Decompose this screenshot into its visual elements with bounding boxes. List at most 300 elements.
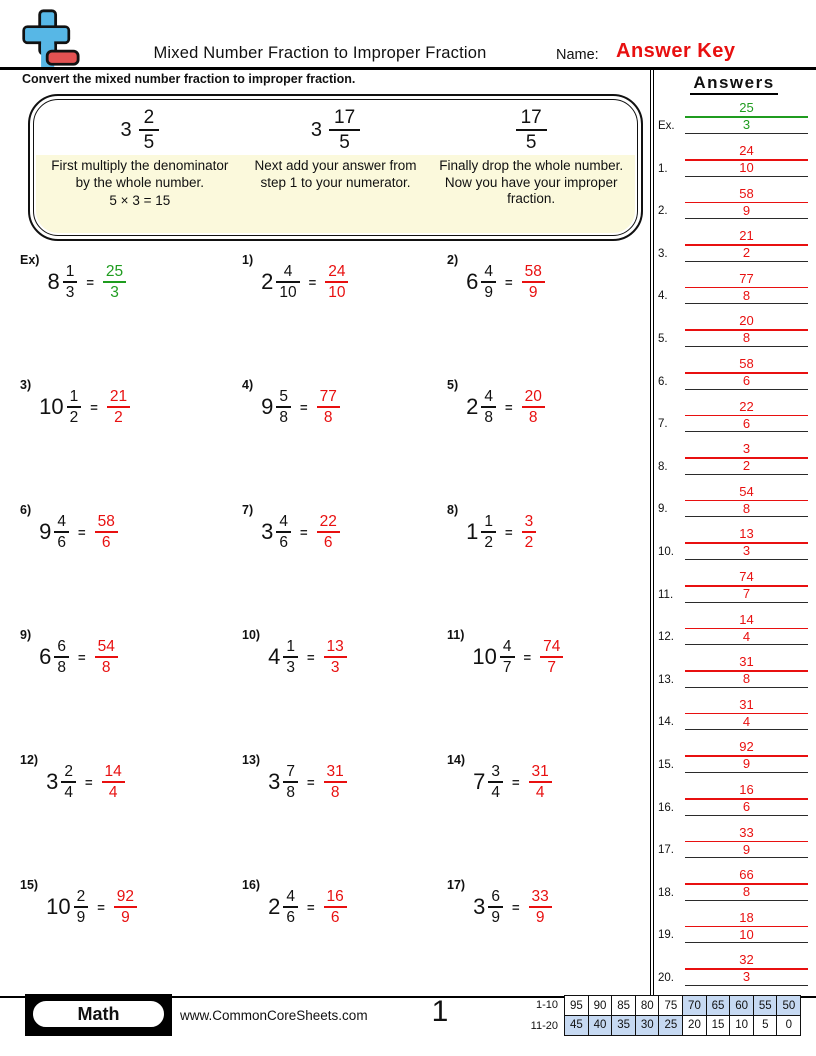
score-cell: 45 bbox=[564, 1015, 589, 1036]
whole-number: 3 bbox=[268, 769, 281, 794]
problem-number: 1) bbox=[242, 253, 254, 267]
equals-sign: = bbox=[86, 274, 94, 290]
score-cell: 5 bbox=[753, 1015, 778, 1036]
problem-number: 6) bbox=[20, 503, 32, 517]
fraction-denominator: 2 bbox=[484, 533, 493, 551]
fraction bbox=[685, 953, 808, 985]
fraction bbox=[685, 101, 808, 133]
answer-number: 3. bbox=[658, 247, 668, 260]
whole-number: 3 bbox=[120, 118, 132, 141]
fraction-numerator: 3 bbox=[742, 441, 751, 457]
fraction-numerator: 2 bbox=[64, 762, 73, 780]
whole-number: 2 bbox=[466, 394, 479, 419]
answer-row-20 bbox=[658, 943, 810, 986]
fraction-numerator: 22 bbox=[319, 512, 337, 530]
fraction-denominator: 10 bbox=[279, 283, 297, 301]
fraction-denominator: 9 bbox=[742, 841, 751, 857]
fraction-numerator: 1 bbox=[484, 512, 493, 530]
whole-number: 9 bbox=[39, 519, 52, 544]
equals-sign: = bbox=[78, 649, 86, 665]
fraction-numerator: 18 bbox=[739, 909, 754, 925]
equals-sign: = bbox=[97, 899, 105, 915]
fraction-numerator: 77 bbox=[319, 387, 337, 405]
score-cell: 15 bbox=[706, 1015, 731, 1036]
whole-number: 3 bbox=[46, 769, 59, 794]
fraction-bar bbox=[540, 656, 563, 658]
fraction-numerator: 31 bbox=[531, 762, 549, 780]
fraction-denominator: 9 bbox=[528, 283, 538, 301]
fraction-numerator: 6 bbox=[57, 637, 66, 655]
answer-row-8 bbox=[658, 432, 810, 475]
answer-number: 12. bbox=[658, 631, 674, 644]
fraction bbox=[481, 513, 496, 551]
fraction bbox=[685, 272, 808, 304]
fraction bbox=[139, 107, 160, 153]
fraction-numerator: 31 bbox=[739, 696, 754, 712]
fraction-numerator: 32 bbox=[739, 952, 754, 968]
fraction-denominator: 8 bbox=[101, 658, 111, 676]
fraction-denominator: 8 bbox=[742, 884, 751, 900]
fraction-bar bbox=[522, 531, 537, 533]
fraction-bar bbox=[283, 781, 298, 783]
score-cell: 70 bbox=[682, 995, 707, 1016]
equals-sign: = bbox=[523, 649, 532, 665]
fraction-numerator: 54 bbox=[739, 483, 754, 499]
fraction-numerator: 20 bbox=[524, 387, 542, 405]
answer-row-14 bbox=[658, 687, 810, 730]
fraction-numerator: 24 bbox=[328, 262, 346, 280]
fraction-numerator: 4 bbox=[283, 262, 293, 280]
answer-number: 6. bbox=[658, 375, 668, 388]
score-cell: 40 bbox=[588, 1015, 613, 1036]
whole-number: 6 bbox=[466, 269, 479, 294]
fraction-numerator: 2 bbox=[143, 106, 155, 128]
fraction bbox=[685, 613, 808, 645]
fraction bbox=[685, 144, 808, 176]
example-box-inner-border bbox=[33, 99, 638, 236]
fraction-denominator: 3 bbox=[286, 658, 295, 676]
answer-row-10 bbox=[658, 517, 810, 560]
fraction bbox=[114, 888, 137, 926]
equals-sign: = bbox=[306, 649, 315, 665]
fraction bbox=[317, 513, 340, 551]
fraction-numerator: 74 bbox=[739, 568, 754, 584]
answer-row-17 bbox=[658, 815, 810, 858]
score-cell: 90 bbox=[588, 995, 613, 1016]
answer-number: 14. bbox=[658, 716, 674, 729]
fraction-denominator: 9 bbox=[535, 908, 545, 926]
minus-icon bbox=[47, 51, 78, 64]
plus-fill bbox=[25, 28, 67, 41]
fraction bbox=[67, 388, 82, 426]
fraction-bar bbox=[74, 906, 89, 908]
fraction-denominator: 8 bbox=[279, 408, 288, 426]
fraction-numerator: 33 bbox=[531, 887, 549, 905]
fraction-denominator: 6 bbox=[101, 533, 111, 551]
fraction-numerator: 31 bbox=[739, 654, 754, 670]
fraction bbox=[685, 442, 808, 474]
problem-ex bbox=[20, 253, 235, 311]
whole-number: 8 bbox=[47, 269, 60, 294]
problem-number: 5) bbox=[447, 378, 459, 392]
equals-sign: = bbox=[306, 774, 315, 790]
fraction bbox=[516, 107, 547, 153]
fraction bbox=[540, 638, 563, 676]
answer-number: 20. bbox=[658, 972, 674, 984]
fraction bbox=[685, 229, 808, 261]
fraction bbox=[276, 388, 291, 426]
fraction-numerator: 3 bbox=[491, 762, 500, 780]
answer-row-7 bbox=[658, 389, 810, 432]
answer-number: 4. bbox=[658, 290, 668, 303]
whole-number: 6 bbox=[39, 644, 52, 669]
answer-number: 11. bbox=[658, 588, 674, 601]
score-range-label: 1-10 bbox=[535, 999, 558, 1011]
fraction-denominator: 6 bbox=[286, 908, 295, 926]
score-cell: 30 bbox=[635, 1015, 660, 1036]
fraction bbox=[522, 388, 545, 426]
fraction-denominator: 2 bbox=[742, 458, 751, 474]
fraction-bar bbox=[61, 781, 76, 783]
problem-number: 13) bbox=[242, 753, 261, 767]
fraction-bar bbox=[317, 406, 340, 408]
answer-row-4 bbox=[658, 261, 810, 304]
fraction bbox=[685, 655, 808, 687]
equals-sign: = bbox=[300, 399, 308, 415]
fraction bbox=[685, 826, 808, 858]
fraction bbox=[103, 263, 126, 301]
fraction bbox=[685, 314, 808, 346]
fraction-denominator: 3 bbox=[742, 117, 751, 133]
whole-number: 2 bbox=[268, 894, 281, 919]
fraction-bar bbox=[500, 656, 515, 658]
fraction-bar bbox=[95, 656, 118, 658]
fraction-denominator: 7 bbox=[547, 658, 557, 676]
problem-number: Ex) bbox=[20, 253, 40, 267]
plus-minus-logo-icon bbox=[20, 8, 80, 68]
answer-row-15 bbox=[658, 730, 810, 773]
fraction bbox=[324, 888, 347, 926]
fraction-bar bbox=[529, 781, 552, 783]
fraction bbox=[685, 570, 808, 602]
score-cell: 65 bbox=[706, 995, 731, 1016]
equals-sign: = bbox=[90, 399, 98, 415]
fraction-bar bbox=[529, 906, 552, 908]
equals-sign: = bbox=[505, 399, 513, 415]
fraction-denominator: 4 bbox=[491, 783, 500, 801]
fraction-denominator: 9 bbox=[76, 908, 86, 926]
problem-8 bbox=[447, 503, 662, 561]
answer-number: 17. bbox=[658, 844, 674, 857]
fraction-numerator: 92 bbox=[116, 887, 135, 905]
fraction-denominator: 5 bbox=[339, 131, 350, 153]
answer-number: 16. bbox=[658, 801, 674, 814]
fraction-denominator: 5 bbox=[143, 131, 155, 153]
answer-row-9 bbox=[658, 474, 810, 517]
fraction-denominator: 2 bbox=[69, 408, 79, 426]
problem-10 bbox=[242, 628, 457, 686]
answer-number: 2. bbox=[658, 205, 668, 218]
fraction-bar bbox=[102, 781, 125, 783]
fraction-numerator: 20 bbox=[739, 313, 754, 329]
score-range-label: 11-20 bbox=[530, 1020, 558, 1032]
whole-number: 4 bbox=[268, 644, 281, 669]
example-step-text: Finally drop the whole number. Now you have your improper fraction. bbox=[439, 158, 624, 207]
fraction-denominator: 8 bbox=[484, 408, 493, 426]
fraction bbox=[276, 513, 291, 551]
fraction-bar bbox=[324, 656, 347, 658]
problem-3 bbox=[20, 378, 235, 436]
problem-number: 17) bbox=[447, 878, 466, 892]
fraction-denominator: 4 bbox=[535, 783, 545, 801]
answer-number: 10. bbox=[658, 546, 674, 558]
example-step-subtext: 5 × 3 = 15 bbox=[109, 193, 171, 209]
fraction-denominator: 9 bbox=[742, 756, 751, 772]
answer-number: 7. bbox=[658, 418, 668, 431]
fraction bbox=[325, 263, 348, 301]
problem-number: 11) bbox=[447, 628, 465, 642]
fraction bbox=[685, 400, 808, 432]
fraction-numerator: 6 bbox=[491, 887, 500, 905]
score-cell: 60 bbox=[729, 995, 754, 1016]
fraction-denominator: 8 bbox=[742, 287, 751, 303]
fraction bbox=[283, 888, 298, 926]
fraction bbox=[324, 763, 347, 801]
fraction-denominator: 10 bbox=[739, 926, 754, 942]
fraction-bar bbox=[276, 406, 291, 408]
fraction-bar bbox=[107, 406, 130, 408]
fraction-numerator: 1 bbox=[69, 387, 79, 405]
problem-number: 8) bbox=[447, 503, 459, 517]
fraction-numerator: 66 bbox=[739, 867, 754, 883]
fraction bbox=[324, 638, 347, 676]
score-range-labels bbox=[522, 995, 562, 1037]
fraction-denominator: 8 bbox=[742, 671, 751, 687]
fraction bbox=[63, 263, 78, 301]
fraction-numerator: 17 bbox=[334, 106, 356, 128]
problem-number: 16) bbox=[242, 878, 261, 892]
fraction-denominator: 8 bbox=[57, 658, 66, 676]
fraction-bar bbox=[283, 906, 298, 908]
fraction bbox=[685, 868, 808, 900]
fraction-denominator: 4 bbox=[742, 628, 751, 644]
fraction-bar bbox=[67, 406, 82, 408]
problem-2 bbox=[447, 253, 662, 311]
fraction-numerator: 21 bbox=[739, 228, 754, 244]
fraction-numerator: 13 bbox=[326, 637, 344, 655]
score-cell: 20 bbox=[682, 1015, 707, 1036]
fraction-denominator: 4 bbox=[108, 783, 118, 801]
instructions-text: Convert the mixed number fraction to improper fraction. bbox=[22, 72, 356, 86]
fraction-bar bbox=[516, 129, 547, 131]
answers-title: Answers bbox=[690, 73, 777, 95]
answer-row-18 bbox=[658, 858, 810, 901]
example-fraction bbox=[238, 102, 434, 158]
fraction-numerator: 7 bbox=[286, 762, 295, 780]
answer-row-5 bbox=[658, 304, 810, 347]
fraction bbox=[107, 388, 130, 426]
problem-number: 9) bbox=[20, 628, 32, 642]
problem-number: 10) bbox=[242, 628, 261, 642]
answer-row-11 bbox=[658, 560, 810, 603]
fraction-numerator: 4 bbox=[484, 387, 493, 405]
problem-1 bbox=[242, 253, 457, 311]
fraction-bar bbox=[488, 781, 503, 783]
answer-number: 13. bbox=[658, 673, 674, 686]
whole-number: 2 bbox=[261, 269, 274, 294]
fraction-bar bbox=[276, 531, 291, 533]
problem-number: 14) bbox=[447, 753, 466, 767]
worksheet-title: Mixed Number Fraction to Improper Fraction bbox=[153, 44, 487, 62]
fraction bbox=[685, 357, 808, 389]
score-cell: 75 bbox=[658, 995, 683, 1016]
fraction bbox=[685, 527, 808, 559]
fraction-bar bbox=[63, 281, 78, 283]
fraction-denominator: 6 bbox=[323, 533, 333, 551]
problem-15 bbox=[20, 878, 235, 936]
fraction-bar bbox=[103, 281, 126, 283]
fraction-numerator: 58 bbox=[97, 512, 115, 530]
fraction-bar bbox=[522, 281, 545, 283]
problem-11 bbox=[447, 628, 662, 686]
fraction-numerator: 74 bbox=[543, 637, 561, 655]
example-fraction bbox=[42, 102, 238, 158]
fraction-denominator: 3 bbox=[742, 969, 751, 985]
equals-sign: = bbox=[511, 899, 520, 915]
fraction-denominator: 2 bbox=[114, 408, 123, 426]
fraction-numerator: 2 bbox=[76, 887, 86, 905]
fraction bbox=[95, 638, 118, 676]
fraction-denominator: 6 bbox=[742, 415, 751, 431]
fraction-numerator: 22 bbox=[739, 398, 754, 414]
equals-sign: = bbox=[505, 524, 513, 540]
answer-row-6 bbox=[658, 347, 810, 390]
fraction-numerator: 33 bbox=[739, 824, 754, 840]
fraction-denominator: 4 bbox=[742, 713, 751, 729]
example-step-3 bbox=[433, 102, 629, 229]
example-box bbox=[28, 94, 643, 241]
answer-number: 15. bbox=[658, 759, 674, 771]
fraction-denominator: 8 bbox=[323, 408, 333, 426]
whole-number: 10 bbox=[472, 644, 497, 669]
fraction-bar bbox=[522, 406, 545, 408]
answer-row-16 bbox=[658, 773, 810, 816]
score-cell: 95 bbox=[564, 995, 589, 1016]
answer-number: 19. bbox=[658, 929, 674, 942]
fraction-denominator: 8 bbox=[528, 408, 538, 426]
example-fraction bbox=[433, 102, 629, 158]
fraction-bar bbox=[481, 406, 496, 408]
fraction-denominator: 3 bbox=[330, 658, 340, 676]
equals-sign: = bbox=[300, 524, 308, 540]
whole-number: 10 bbox=[39, 394, 64, 419]
fraction-denominator: 6 bbox=[742, 373, 751, 389]
equals-sign: = bbox=[306, 899, 315, 915]
fraction-bar bbox=[481, 281, 496, 283]
problem-14 bbox=[447, 753, 662, 811]
problem-number: 12) bbox=[20, 753, 39, 767]
fraction-denominator: 8 bbox=[742, 500, 751, 516]
fraction bbox=[522, 513, 537, 551]
fraction-denominator: 9 bbox=[484, 283, 493, 301]
fraction-numerator: 4 bbox=[57, 512, 66, 530]
fraction bbox=[54, 638, 69, 676]
problem-13 bbox=[242, 753, 457, 811]
equals-sign: = bbox=[505, 274, 513, 290]
fraction-bar bbox=[325, 281, 348, 283]
name-label: Name: bbox=[556, 47, 599, 63]
answers-panel-header bbox=[656, 73, 812, 93]
whole-number: 7 bbox=[473, 769, 486, 794]
example-step-2 bbox=[238, 102, 434, 229]
commoncoresheets-logo bbox=[20, 8, 80, 68]
fraction-denominator: 4 bbox=[64, 783, 73, 801]
fraction bbox=[61, 763, 76, 801]
fraction bbox=[283, 763, 298, 801]
fraction-bar bbox=[329, 129, 360, 131]
whole-number: 3 bbox=[473, 894, 486, 919]
answer-number: 9. bbox=[658, 503, 668, 516]
fraction-numerator: 14 bbox=[739, 611, 754, 627]
fraction-denominator: 8 bbox=[330, 783, 340, 801]
fraction-bar bbox=[283, 656, 298, 658]
answer-row-3 bbox=[658, 219, 810, 262]
fraction bbox=[685, 911, 808, 943]
fraction bbox=[685, 740, 808, 772]
score-cell: 25 bbox=[658, 1015, 683, 1036]
score-row bbox=[564, 995, 801, 1016]
fraction-numerator: 77 bbox=[739, 270, 754, 286]
fraction-numerator: 31 bbox=[326, 762, 344, 780]
site-url: www.CommonCoreSheets.com bbox=[180, 1008, 368, 1023]
score-cell: 35 bbox=[611, 1015, 636, 1036]
fraction-numerator: 54 bbox=[97, 637, 115, 655]
score-table bbox=[564, 995, 801, 1036]
fraction-denominator: 8 bbox=[286, 783, 295, 801]
fraction-numerator: 13 bbox=[739, 526, 754, 542]
subject-label: Math bbox=[77, 1003, 120, 1024]
fraction-denominator: 3 bbox=[65, 283, 75, 301]
fraction-denominator: 6 bbox=[330, 908, 340, 926]
problem-9 bbox=[20, 628, 235, 686]
fraction-denominator: 6 bbox=[57, 533, 66, 551]
fraction-numerator: 21 bbox=[109, 387, 128, 405]
problem-6 bbox=[20, 503, 235, 561]
score-cell: 0 bbox=[776, 1015, 801, 1036]
fraction-numerator: 58 bbox=[524, 262, 542, 280]
fraction-bar bbox=[54, 656, 69, 658]
fraction-bar bbox=[114, 906, 137, 908]
whole-number: 9 bbox=[261, 394, 274, 419]
fraction-numerator: 17 bbox=[520, 106, 542, 128]
fraction bbox=[481, 263, 496, 301]
problem-7 bbox=[242, 503, 457, 561]
example-step-text: First multiply the denominator by the whole number. bbox=[51, 158, 229, 190]
fraction-numerator: 16 bbox=[326, 887, 344, 905]
answer-row-19 bbox=[658, 900, 810, 943]
fraction bbox=[54, 513, 69, 551]
fraction-denominator: 10 bbox=[739, 160, 754, 176]
answer-row-13 bbox=[658, 645, 810, 688]
problem-number: 7) bbox=[242, 503, 254, 517]
whole-number: 3 bbox=[310, 118, 322, 141]
fraction-denominator: 10 bbox=[328, 283, 346, 301]
problem-5 bbox=[447, 378, 662, 436]
problem-number: 4) bbox=[242, 378, 254, 392]
fraction-bar bbox=[324, 781, 347, 783]
subject-pill bbox=[31, 999, 166, 1029]
problem-number: 15) bbox=[20, 878, 39, 892]
